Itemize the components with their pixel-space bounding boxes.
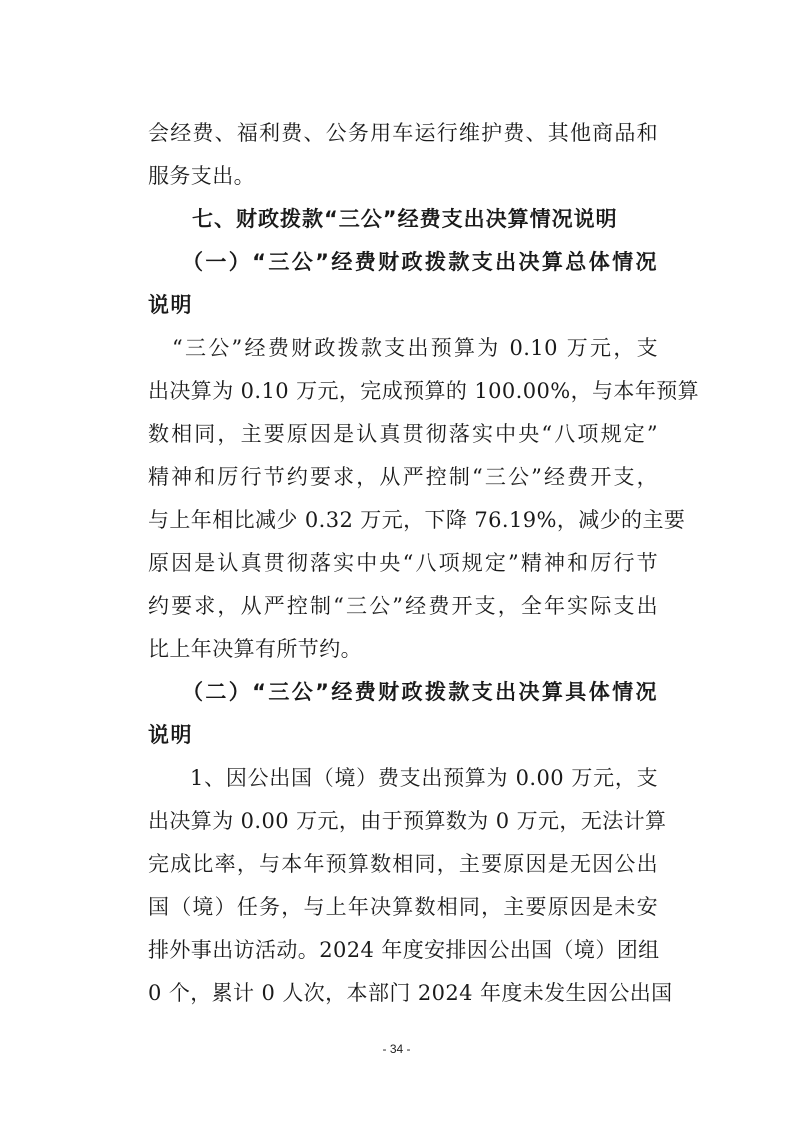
body-text-line: 约要求，从严控制“三公”经费开支，全年实际支出 [148, 594, 658, 618]
body-text-line: 1、因公出国（境）费支出预算为 0.00 万元，支 [190, 766, 658, 790]
body-text-line: 排外事出访活动。2024 年度安排因公出国（境）团组 [148, 938, 660, 962]
body-text-line: 出决算为 0.00 万元，由于预算数为 0 万元，无法计算 [148, 809, 667, 833]
body-text-line: 国（境）任务，与上年决算数相同，主要原因是未安 [148, 895, 658, 919]
section-heading: 七、财政拨款“三公”经费支出决算情况说明 [192, 207, 618, 231]
body-text-line: 比上年决算有所节约。 [148, 637, 362, 661]
page-number: - 34 - [382, 1042, 411, 1056]
body-text-line: 出决算为 0.10 万元，完成预算的 100.00%，与本年预算 [148, 379, 700, 403]
subsection-heading-continued: 说明 [148, 723, 193, 747]
body-text-line: 完成比率，与本年预算数相同，主要原因是无因公出 [148, 852, 658, 876]
subsection-heading-continued: 说明 [148, 293, 193, 317]
body-text-line: 与上年相比减少 0.32 万元，下降 76.19%，减少的主要 [148, 508, 686, 532]
body-text-line: 精神和厉行节约要求，从严控制“三公”经费开支， [148, 465, 658, 489]
body-text-line: 0 个，累计 0 人次，本部门 2024 年度未发生因公出国 [148, 981, 673, 1005]
body-text-line: 原因是认真贯彻落实中央“八项规定”精神和厉行节 [148, 551, 658, 575]
subsection-heading: （一）“三公”经费财政拨款支出决算总体情况 [182, 250, 658, 274]
body-text-line: 数相同，主要原因是认真贯彻落实中央“八项规定” [148, 422, 658, 446]
body-text-line: “三公”经费财政拨款支出预算为 0.10 万元，支 [172, 336, 658, 360]
body-text-line: 会经费、福利费、公务用车运行维护费、其他商品和 [148, 121, 658, 145]
body-text-line: 服务支出。 [148, 164, 255, 188]
subsection-heading: （二）“三公”经费财政拨款支出决算具体情况 [182, 680, 658, 704]
